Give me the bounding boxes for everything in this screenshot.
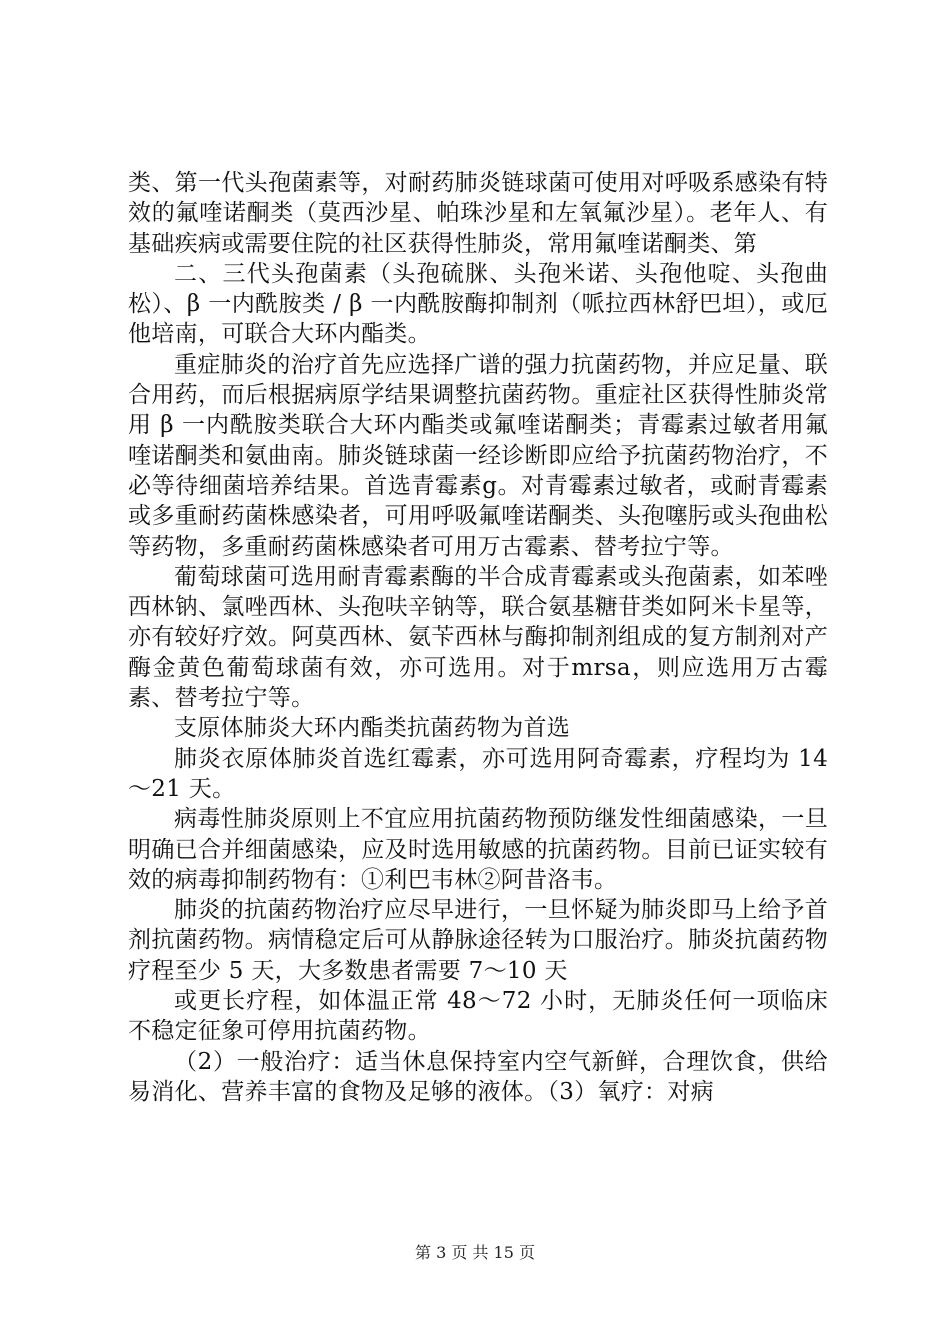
paragraph: 类、第一代头孢菌素等，对耐药肺炎链球菌可使用对呼吸系感染有特效的氟喹诺酮类（莫西沙星、帕珠沙星和左氧氟沙星）。老年人、有基础疾病或需要住院的社区获得性肺炎，常用氟喹诺酮类、第 bbox=[128, 170, 828, 257]
document-body bbox=[128, 168, 828, 1107]
page-number-footer: 第 3 页 共 15 页 bbox=[415, 1243, 535, 1262]
paragraph: 肺炎衣原体肺炎首选红霉素，亦可选用阿奇霉素，疗程均为 14～21 天。 bbox=[128, 745, 828, 802]
paragraph: 肺炎的抗菌药物治疗应尽早进行，一旦怀疑为肺炎即马上给予首剂抗菌药物。病情稳定后可从静脉途径转为口服治疗。肺炎抗菌药物疗程至少 5 天，大多数患者需要 7～10 天 bbox=[128, 897, 828, 984]
paragraph: 重症肺炎的治疗首先应选择广谱的强力抗菌药物，并应足量、联合用药，而后根据病原学结果调整抗菌药物。重症社区获得性肺炎常用 β 一内酰胺类联合大环内酯类或氟喹诺酮类；青霉素过敏者用氟喹诺酮类和氨曲南。肺炎链球菌一经诊断即应给予抗菌药物治疗，不必等待细菌培养结果。首选青霉素g。对青霉素过敏者，或耐青霉素或多重耐药菌株感染者，可用呼吸氟喹诺酮类、头孢噻肟或头孢曲松等药物，多重耐药菌株感染者可用万古霉素、替考拉宁等。 bbox=[128, 351, 828, 560]
paragraph: 支原体肺炎大环内酯类抗菌药物为首选 bbox=[174, 715, 571, 742]
paragraph: 葡萄球菌可选用耐青霉素酶的半合成青霉素或头孢菌素，如苯唑西林钠、氯唑西林、头孢呋辛钠等，联合氨基糖苷类如阿米卡星等，亦有较好疗效。阿莫西林、氨苄西林与酶抑制剂组成的复方制剂对产酶金黄色葡萄球菌有效，亦可选用。对于mrsa，则应选用万古霉素、替考拉宁等。 bbox=[128, 563, 828, 712]
paragraph: （2）一般治疗：适当休息保持室内空气新鲜，合理饮食，供给易消化、营养丰富的食物及足够的液体。（3）氧疗：对病 bbox=[128, 1048, 828, 1105]
paragraph: 二、三代头孢菌素（头孢硫脒、头孢米诺、头孢他啶、头孢曲松）、β 一内酰胺类 / β 一内酰胺酶抑制剂（哌拉西林舒巴坦），或厄他培南，可联合大环内酯类。 bbox=[128, 260, 828, 348]
paragraph: 或更长疗程，如体温正常 48～72 小时，无肺炎任何一项临床不稳定征象可停用抗菌药物。 bbox=[128, 988, 828, 1045]
paragraph: 病毒性肺炎原则上不宜应用抗菌药物预防继发性细菌感染，一旦明确已合并细菌感染，应及时选用敏感的抗菌药物。目前已证实较有效的病毒抑制药物有：①利巴韦林②阿昔洛韦。 bbox=[128, 806, 828, 893]
